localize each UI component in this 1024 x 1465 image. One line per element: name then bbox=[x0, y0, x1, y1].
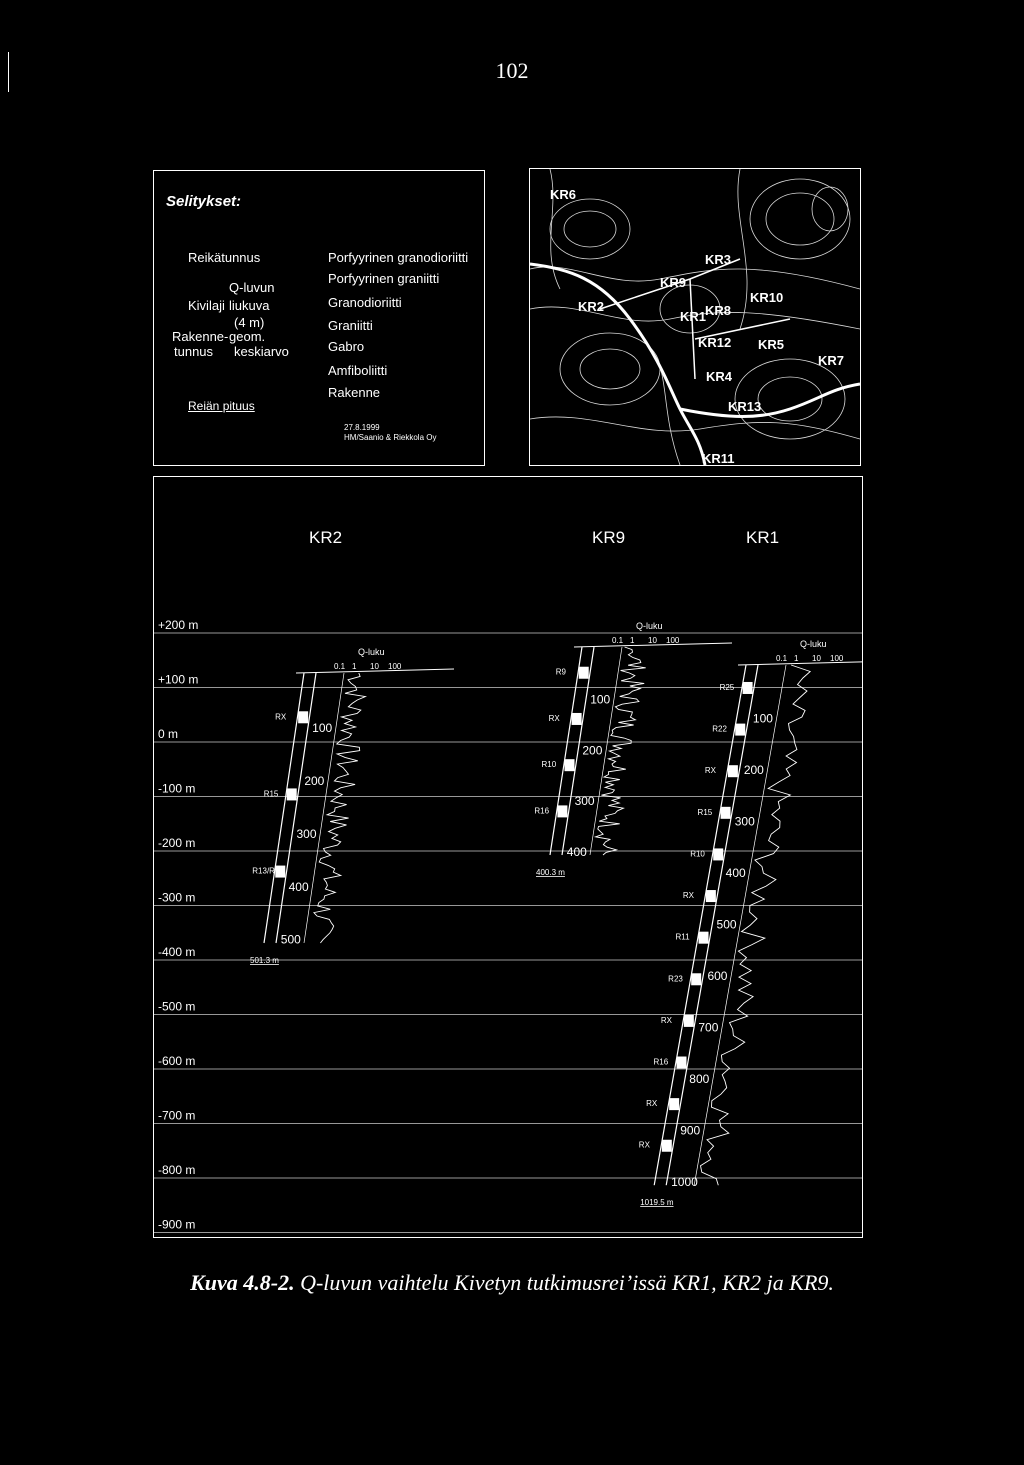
rock-type-1: Porfyyrinen granodioriitti bbox=[328, 250, 469, 265]
legend-rakenne: Rakenne- bbox=[172, 329, 229, 344]
depth-label: 600 bbox=[707, 969, 728, 984]
structure-marker bbox=[713, 848, 723, 860]
structure-marker bbox=[287, 788, 297, 800]
elevation-label: -600 m bbox=[158, 1054, 196, 1068]
q-axis-tick: 0.1 bbox=[612, 636, 624, 645]
structure-label: R13/R17 bbox=[252, 866, 284, 876]
depth-label: 700 bbox=[698, 1020, 719, 1035]
structure-marker bbox=[565, 759, 575, 771]
depth-label: 400 bbox=[288, 879, 309, 894]
q-axis-title: Q-luku bbox=[800, 639, 827, 649]
map-label-kr2: KR2 bbox=[578, 299, 605, 314]
depth-label: 200 bbox=[743, 763, 764, 778]
structure-marker bbox=[706, 890, 716, 902]
structure-label: RX bbox=[548, 713, 560, 723]
elevation-label: -500 m bbox=[158, 999, 196, 1014]
elevation-label: +100 m bbox=[158, 672, 199, 687]
legend-liukuva: liukuva bbox=[229, 298, 270, 313]
q-axis-tick: 100 bbox=[830, 654, 844, 663]
structure-label: R9 bbox=[555, 667, 566, 677]
rock-type-5: Gabro bbox=[328, 339, 365, 354]
legend-kivilaji: Kivilaji bbox=[188, 298, 225, 313]
q-axis-tick: 10 bbox=[812, 654, 821, 663]
q-axis-tick: 1 bbox=[630, 636, 635, 645]
structure-label: RX bbox=[646, 1099, 658, 1109]
depth-label: 300 bbox=[296, 826, 317, 841]
borehole-column-left bbox=[550, 647, 582, 855]
structure-label: R10 bbox=[690, 849, 705, 859]
elevation-label: 0 m bbox=[158, 727, 179, 741]
rock-type-2: Porfyyrinen graniitti bbox=[328, 271, 440, 286]
legend-panel bbox=[153, 170, 485, 466]
legend-title: Selitykset: bbox=[166, 193, 242, 210]
map-label-kr1: KR1 bbox=[680, 309, 707, 324]
depth-label: 500 bbox=[716, 917, 737, 932]
title-kr9: KR9 bbox=[592, 528, 626, 547]
depth-label: 100 bbox=[752, 711, 773, 726]
elevation-label: -700 m bbox=[158, 1108, 196, 1123]
depth-label: 1000 bbox=[671, 1175, 698, 1190]
q-value-trace bbox=[596, 647, 646, 855]
rock-type-4: Graniitti bbox=[328, 318, 373, 333]
caption-text: Q-luvun vaihtelu Kivetyn tutkimusrei’issä KR1, KR2 ja KR9. bbox=[300, 1270, 834, 1295]
borehole-kr1 bbox=[639, 639, 862, 1207]
depth-label: 300 bbox=[734, 814, 755, 829]
structure-label: RX bbox=[638, 1140, 650, 1150]
depth-label: 300 bbox=[574, 794, 595, 809]
map-label-kr4: KR4 bbox=[706, 369, 733, 384]
q-axis-tick: 10 bbox=[648, 636, 657, 645]
borehole-kr9 bbox=[534, 621, 732, 877]
borehole-length: 400.3 m bbox=[536, 868, 565, 877]
q-axis-tick: 0.1 bbox=[776, 654, 788, 663]
elevation-label: -900 m bbox=[158, 1217, 196, 1232]
legend-reikatunnus: Reikätunnus bbox=[188, 250, 261, 265]
structure-marker bbox=[676, 1057, 686, 1069]
structure-label: R16 bbox=[534, 806, 550, 816]
legend-keskiarvo: keskiarvo bbox=[234, 344, 289, 359]
map-label-kr3: KR3 bbox=[705, 252, 732, 267]
depth-label: 100 bbox=[590, 692, 611, 707]
depth-label: 200 bbox=[582, 743, 603, 758]
structure-label: R15 bbox=[263, 789, 279, 799]
borehole-collar bbox=[738, 661, 862, 665]
structure-label: R15 bbox=[697, 807, 713, 817]
depth-label: 200 bbox=[304, 773, 325, 788]
structure-label: R10 bbox=[541, 760, 557, 770]
legend-geom: geom. bbox=[229, 329, 266, 344]
structure-label: R22 bbox=[712, 724, 727, 734]
structure-marker bbox=[735, 724, 745, 736]
legend-tunnus: tunnus bbox=[174, 344, 214, 359]
map-label-kr5: KR5 bbox=[758, 337, 785, 352]
page-number: 102 bbox=[495, 58, 529, 83]
figure-caption bbox=[0, 1270, 1024, 1296]
structure-label: RX bbox=[275, 712, 287, 722]
structure-marker bbox=[728, 765, 738, 777]
structure-marker bbox=[579, 667, 589, 679]
depth-label: 100 bbox=[312, 720, 333, 735]
map-label-kr10: KR10 bbox=[750, 290, 784, 305]
q-value-trace bbox=[314, 673, 366, 943]
q-axis-title: Q-luku bbox=[636, 621, 663, 631]
q-axis-tick: 10 bbox=[370, 662, 379, 671]
depth-label: 800 bbox=[689, 1072, 710, 1087]
rock-type-6: Amfiboliitti bbox=[328, 363, 388, 378]
caption-label: Kuva 4.8-2. bbox=[190, 1270, 295, 1295]
depth-label: 500 bbox=[280, 932, 301, 947]
depth-label: 400 bbox=[725, 866, 746, 881]
elevation-label: -100 m bbox=[158, 781, 196, 796]
elevation-label: -300 m bbox=[158, 890, 196, 905]
legend-reian-pituus: Reiän pituus bbox=[188, 399, 255, 413]
q-axis-tick: 100 bbox=[388, 662, 402, 671]
borehole-kr2 bbox=[250, 647, 454, 965]
structure-label: RX bbox=[682, 891, 694, 901]
elevation-label: -800 m bbox=[158, 1163, 196, 1177]
q-axis-tick: 100 bbox=[666, 636, 680, 645]
borehole-q-axis bbox=[694, 665, 786, 1185]
structure-label: R11 bbox=[675, 932, 690, 942]
borehole-length: 501.3 m bbox=[250, 956, 279, 965]
structure-marker bbox=[557, 805, 567, 817]
location-map bbox=[529, 168, 861, 466]
map-label-kr13: KR13 bbox=[728, 399, 762, 414]
borehole-length: 1019.5 m bbox=[640, 1198, 674, 1208]
q-axis-tick: 1 bbox=[794, 654, 799, 663]
structure-label: R16 bbox=[653, 1057, 669, 1067]
structure-marker bbox=[572, 713, 582, 725]
elevation-label: +200 m bbox=[158, 618, 199, 632]
q-axis-title: Q-luku bbox=[358, 647, 385, 657]
title-kr2: KR2 bbox=[309, 528, 343, 547]
structure-label: R25 bbox=[719, 682, 735, 692]
map-label-kr9: KR9 bbox=[660, 275, 687, 290]
map-contours bbox=[530, 169, 860, 465]
depth-label: 400 bbox=[566, 844, 587, 859]
depth-label: 900 bbox=[680, 1123, 701, 1138]
structure-label: RX bbox=[704, 766, 717, 776]
title-kr1: KR1 bbox=[746, 528, 780, 547]
structure-marker bbox=[684, 1015, 694, 1027]
legend-author: HM/Saanio & Riekkola Oy bbox=[344, 433, 437, 442]
q-axis-tick: 0.1 bbox=[334, 662, 346, 671]
map-label-kr8: KR8 bbox=[705, 303, 732, 318]
structure-marker bbox=[691, 973, 701, 985]
map-label-kr12: KR12 bbox=[698, 335, 732, 350]
structure-marker bbox=[298, 711, 308, 723]
structure-marker bbox=[721, 807, 731, 819]
legend-q-luvun: Q-luvun bbox=[229, 280, 275, 295]
legend-date: 27.8.1999 bbox=[344, 423, 380, 432]
structure-marker bbox=[669, 1098, 679, 1110]
map-label-kr6: KR6 bbox=[550, 187, 577, 202]
structure-label: R23 bbox=[668, 974, 683, 984]
structure-marker bbox=[743, 682, 753, 694]
elevation-label: -400 m bbox=[158, 945, 196, 959]
legend-4m: (4 m) bbox=[234, 315, 265, 330]
rock-type-7: Rakenne bbox=[328, 385, 381, 400]
elevation-label: -200 m bbox=[158, 836, 196, 850]
structure-marker bbox=[699, 932, 709, 944]
map-label-kr11: KR11 bbox=[702, 451, 735, 465]
borehole-profile bbox=[153, 476, 863, 1238]
rock-type-3: Granodioriitti bbox=[328, 295, 402, 310]
profile-svg bbox=[154, 477, 862, 1237]
structure-label: RX bbox=[660, 1015, 672, 1025]
q-axis-tick: 1 bbox=[352, 662, 357, 671]
structure-marker bbox=[662, 1140, 672, 1152]
map-label-kr7: KR7 bbox=[818, 353, 845, 368]
